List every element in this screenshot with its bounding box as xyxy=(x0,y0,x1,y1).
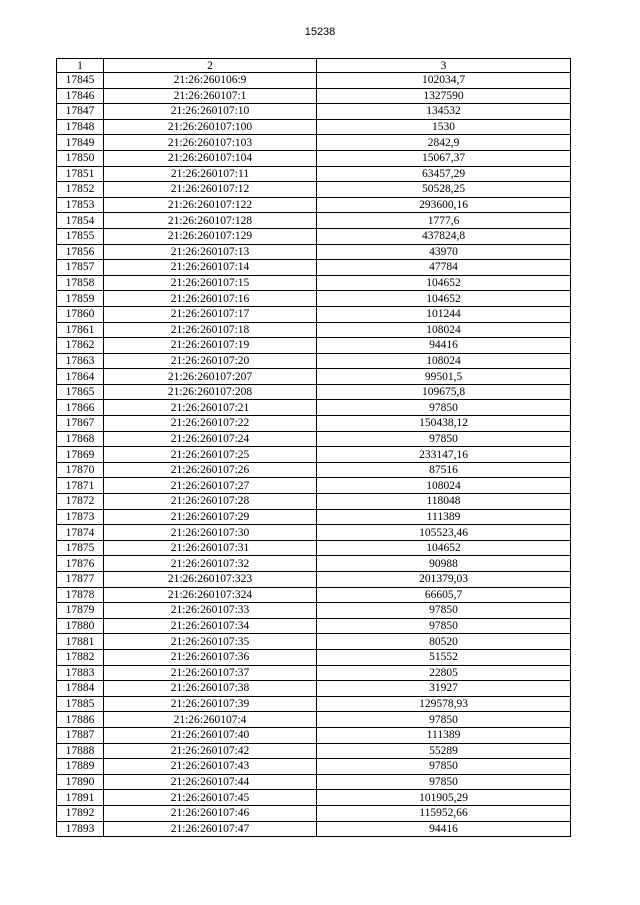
value-cell: 102034,7 xyxy=(317,73,571,89)
row-number-cell: 17852 xyxy=(57,182,104,198)
value-cell: 104652 xyxy=(317,540,571,556)
value-cell: 150438,12 xyxy=(317,416,571,432)
column-header-1: 1 xyxy=(57,59,104,73)
row-number-cell: 17851 xyxy=(57,166,104,182)
row-number-cell: 17875 xyxy=(57,540,104,556)
row-number-cell: 17850 xyxy=(57,150,104,166)
value-cell: 31927 xyxy=(317,681,571,697)
table-row xyxy=(57,572,571,588)
value-cell: 1530 xyxy=(317,119,571,135)
cadastral-number-cell: 21:26:260107:122 xyxy=(104,197,317,213)
table-row xyxy=(57,712,571,728)
table-row xyxy=(57,821,571,837)
table-row xyxy=(57,540,571,556)
value-cell: 63457,29 xyxy=(317,166,571,182)
row-number-cell: 17870 xyxy=(57,462,104,478)
table-row xyxy=(57,556,571,572)
row-number-cell: 17873 xyxy=(57,509,104,525)
cadastral-number-cell: 21:26:260107:37 xyxy=(104,665,317,681)
table-row xyxy=(57,182,571,198)
table-row xyxy=(57,696,571,712)
cadastral-number-cell: 21:26:260107:1 xyxy=(104,88,317,104)
cadastral-number-cell: 21:26:260106:9 xyxy=(104,73,317,89)
column-header-2: 2 xyxy=(104,59,317,73)
row-number-cell: 17876 xyxy=(57,556,104,572)
table-row xyxy=(57,244,571,260)
value-cell: 97850 xyxy=(317,431,571,447)
cadastral-number-cell: 21:26:260107:129 xyxy=(104,228,317,244)
row-number-cell: 17887 xyxy=(57,727,104,743)
cadastral-number-cell: 21:26:260107:28 xyxy=(104,494,317,510)
cadastral-number-cell: 21:26:260107:100 xyxy=(104,119,317,135)
cadastral-number-cell: 21:26:260107:43 xyxy=(104,759,317,775)
table-row xyxy=(57,790,571,806)
cadastral-number-cell: 21:26:260107:44 xyxy=(104,774,317,790)
row-number-cell: 17857 xyxy=(57,260,104,276)
table-row xyxy=(57,88,571,104)
value-cell: 87516 xyxy=(317,462,571,478)
table-row xyxy=(57,665,571,681)
table-row xyxy=(57,634,571,650)
value-cell: 233147,16 xyxy=(317,447,571,463)
value-cell: 108024 xyxy=(317,353,571,369)
registry-table xyxy=(56,58,571,837)
row-number-cell: 17885 xyxy=(57,696,104,712)
cadastral-number-cell: 21:26:260107:103 xyxy=(104,135,317,151)
row-number-cell: 17855 xyxy=(57,228,104,244)
cadastral-number-cell: 21:26:260107:11 xyxy=(104,166,317,182)
table-row xyxy=(57,135,571,151)
cadastral-number-cell: 21:26:260107:27 xyxy=(104,478,317,494)
cadastral-number-cell: 21:26:260107:30 xyxy=(104,525,317,541)
cadastral-number-cell: 21:26:260107:22 xyxy=(104,416,317,432)
cadastral-number-cell: 21:26:260107:29 xyxy=(104,509,317,525)
value-cell: 1327590 xyxy=(317,88,571,104)
row-number-cell: 17863 xyxy=(57,353,104,369)
table-row xyxy=(57,416,571,432)
table-row xyxy=(57,727,571,743)
table-row xyxy=(57,618,571,634)
row-number-cell: 17889 xyxy=(57,759,104,775)
value-cell: 101905,29 xyxy=(317,790,571,806)
value-cell: 47784 xyxy=(317,260,571,276)
row-number-cell: 17880 xyxy=(57,618,104,634)
table-row xyxy=(57,166,571,182)
table-body xyxy=(57,73,571,837)
cadastral-number-cell: 21:26:260107:42 xyxy=(104,743,317,759)
row-number-cell: 17882 xyxy=(57,649,104,665)
cadastral-number-cell: 21:26:260107:39 xyxy=(104,696,317,712)
value-cell: 109675,8 xyxy=(317,384,571,400)
value-cell: 90988 xyxy=(317,556,571,572)
table-row xyxy=(57,228,571,244)
value-cell: 293600,16 xyxy=(317,197,571,213)
cadastral-number-cell: 21:26:260107:40 xyxy=(104,727,317,743)
table-row xyxy=(57,197,571,213)
cadastral-number-cell: 21:26:260107:324 xyxy=(104,587,317,603)
row-number-cell: 17853 xyxy=(57,197,104,213)
value-cell: 101244 xyxy=(317,306,571,322)
table-row xyxy=(57,306,571,322)
value-cell: 15067,37 xyxy=(317,150,571,166)
value-cell: 22805 xyxy=(317,665,571,681)
cadastral-number-cell: 21:26:260107:17 xyxy=(104,306,317,322)
value-cell: 108024 xyxy=(317,322,571,338)
value-cell: 66605,7 xyxy=(317,587,571,603)
value-cell: 118048 xyxy=(317,494,571,510)
table-row xyxy=(57,525,571,541)
row-number-cell: 17877 xyxy=(57,572,104,588)
row-number-cell: 17865 xyxy=(57,384,104,400)
value-cell: 51552 xyxy=(317,649,571,665)
row-number-cell: 17893 xyxy=(57,821,104,837)
value-cell: 97850 xyxy=(317,618,571,634)
value-cell: 111389 xyxy=(317,727,571,743)
row-number-cell: 17888 xyxy=(57,743,104,759)
row-number-cell: 17879 xyxy=(57,603,104,619)
row-number-cell: 17890 xyxy=(57,774,104,790)
row-number-cell: 17860 xyxy=(57,306,104,322)
cadastral-number-cell: 21:26:260107:31 xyxy=(104,540,317,556)
table-row xyxy=(57,353,571,369)
table-row xyxy=(57,275,571,291)
value-cell: 97850 xyxy=(317,774,571,790)
value-cell: 97850 xyxy=(317,759,571,775)
value-cell: 43970 xyxy=(317,244,571,260)
table-row xyxy=(57,774,571,790)
value-cell: 80520 xyxy=(317,634,571,650)
cadastral-number-cell: 21:26:260107:38 xyxy=(104,681,317,697)
table-row xyxy=(57,494,571,510)
table-row xyxy=(57,805,571,821)
row-number-cell: 17867 xyxy=(57,416,104,432)
row-number-cell: 17869 xyxy=(57,447,104,463)
value-cell: 108024 xyxy=(317,478,571,494)
table-row xyxy=(57,119,571,135)
cadastral-number-cell: 21:26:260107:10 xyxy=(104,104,317,120)
table-row xyxy=(57,462,571,478)
row-number-cell: 17864 xyxy=(57,369,104,385)
table-row xyxy=(57,759,571,775)
cadastral-number-cell: 21:26:260107:20 xyxy=(104,353,317,369)
table-row xyxy=(57,260,571,276)
value-cell: 55289 xyxy=(317,743,571,759)
row-number-cell: 17848 xyxy=(57,119,104,135)
table-header-row xyxy=(57,59,571,73)
cadastral-number-cell: 21:26:260107:46 xyxy=(104,805,317,821)
row-number-cell: 17847 xyxy=(57,104,104,120)
cadastral-number-cell: 21:26:260107:16 xyxy=(104,291,317,307)
row-number-cell: 17845 xyxy=(57,73,104,89)
column-header-3: 3 xyxy=(317,59,571,73)
table-row xyxy=(57,213,571,229)
cadastral-number-cell: 21:26:260107:12 xyxy=(104,182,317,198)
row-number-cell: 17891 xyxy=(57,790,104,806)
value-cell: 105523,46 xyxy=(317,525,571,541)
row-number-cell: 17892 xyxy=(57,805,104,821)
table-row xyxy=(57,649,571,665)
cadastral-number-cell: 21:26:260107:13 xyxy=(104,244,317,260)
row-number-cell: 17856 xyxy=(57,244,104,260)
cadastral-number-cell: 21:26:260107:128 xyxy=(104,213,317,229)
cadastral-number-cell: 21:26:260107:19 xyxy=(104,338,317,354)
cadastral-number-cell: 21:26:260107:26 xyxy=(104,462,317,478)
cadastral-number-cell: 21:26:260107:14 xyxy=(104,260,317,276)
value-cell: 97850 xyxy=(317,712,571,728)
row-number-cell: 17871 xyxy=(57,478,104,494)
table-row xyxy=(57,431,571,447)
cadastral-number-cell: 21:26:260107:32 xyxy=(104,556,317,572)
cadastral-number-cell: 21:26:260107:208 xyxy=(104,384,317,400)
cadastral-number-cell: 21:26:260107:207 xyxy=(104,369,317,385)
value-cell: 201379,03 xyxy=(317,572,571,588)
table-row xyxy=(57,447,571,463)
value-cell: 115952,66 xyxy=(317,805,571,821)
row-number-cell: 17861 xyxy=(57,322,104,338)
cadastral-number-cell: 21:26:260107:47 xyxy=(104,821,317,837)
cadastral-number-cell: 21:26:260107:25 xyxy=(104,447,317,463)
value-cell: 97850 xyxy=(317,400,571,416)
page-number: 15238 xyxy=(304,26,336,38)
table-row xyxy=(57,400,571,416)
table-row xyxy=(57,150,571,166)
table-row xyxy=(57,743,571,759)
cadastral-number-cell: 21:26:260107:45 xyxy=(104,790,317,806)
value-cell: 104652 xyxy=(317,291,571,307)
table-row xyxy=(57,509,571,525)
cadastral-number-cell: 21:26:260107:24 xyxy=(104,431,317,447)
row-number-cell: 17886 xyxy=(57,712,104,728)
row-number-cell: 17883 xyxy=(57,665,104,681)
table-row xyxy=(57,681,571,697)
row-number-cell: 17884 xyxy=(57,681,104,697)
cadastral-number-cell: 21:26:260107:4 xyxy=(104,712,317,728)
cadastral-number-cell: 21:26:260107:33 xyxy=(104,603,317,619)
row-number-cell: 17858 xyxy=(57,275,104,291)
value-cell: 2842,9 xyxy=(317,135,571,151)
table-row xyxy=(57,338,571,354)
value-cell: 99501,5 xyxy=(317,369,571,385)
value-cell: 437824,8 xyxy=(317,228,571,244)
table-row xyxy=(57,104,571,120)
cadastral-number-cell: 21:26:260107:21 xyxy=(104,400,317,416)
cadastral-number-cell: 21:26:260107:34 xyxy=(104,618,317,634)
value-cell: 111389 xyxy=(317,509,571,525)
cadastral-number-cell: 21:26:260107:18 xyxy=(104,322,317,338)
row-number-cell: 17862 xyxy=(57,338,104,354)
cadastral-number-cell: 21:26:260107:15 xyxy=(104,275,317,291)
table-row xyxy=(57,478,571,494)
table-row xyxy=(57,603,571,619)
row-number-cell: 17866 xyxy=(57,400,104,416)
cadastral-number-cell: 21:26:260107:104 xyxy=(104,150,317,166)
table-row xyxy=(57,587,571,603)
table-row xyxy=(57,384,571,400)
value-cell: 94416 xyxy=(317,338,571,354)
table-row xyxy=(57,322,571,338)
value-cell: 134532 xyxy=(317,104,571,120)
value-cell: 104652 xyxy=(317,275,571,291)
row-number-cell: 17849 xyxy=(57,135,104,151)
cadastral-number-cell: 21:26:260107:35 xyxy=(104,634,317,650)
row-number-cell: 17872 xyxy=(57,494,104,510)
cadastral-number-cell: 21:26:260107:36 xyxy=(104,649,317,665)
row-number-cell: 17881 xyxy=(57,634,104,650)
table-row xyxy=(57,73,571,89)
row-number-cell: 17854 xyxy=(57,213,104,229)
value-cell: 94416 xyxy=(317,821,571,837)
value-cell: 129578,93 xyxy=(317,696,571,712)
value-cell: 1777,6 xyxy=(317,213,571,229)
cadastral-number-cell: 21:26:260107:323 xyxy=(104,572,317,588)
table-row xyxy=(57,291,571,307)
row-number-cell: 17874 xyxy=(57,525,104,541)
value-cell: 50528,25 xyxy=(317,182,571,198)
value-cell: 97850 xyxy=(317,603,571,619)
row-number-cell: 17859 xyxy=(57,291,104,307)
row-number-cell: 17878 xyxy=(57,587,104,603)
row-number-cell: 17868 xyxy=(57,431,104,447)
table-row xyxy=(57,369,571,385)
row-number-cell: 17846 xyxy=(57,88,104,104)
